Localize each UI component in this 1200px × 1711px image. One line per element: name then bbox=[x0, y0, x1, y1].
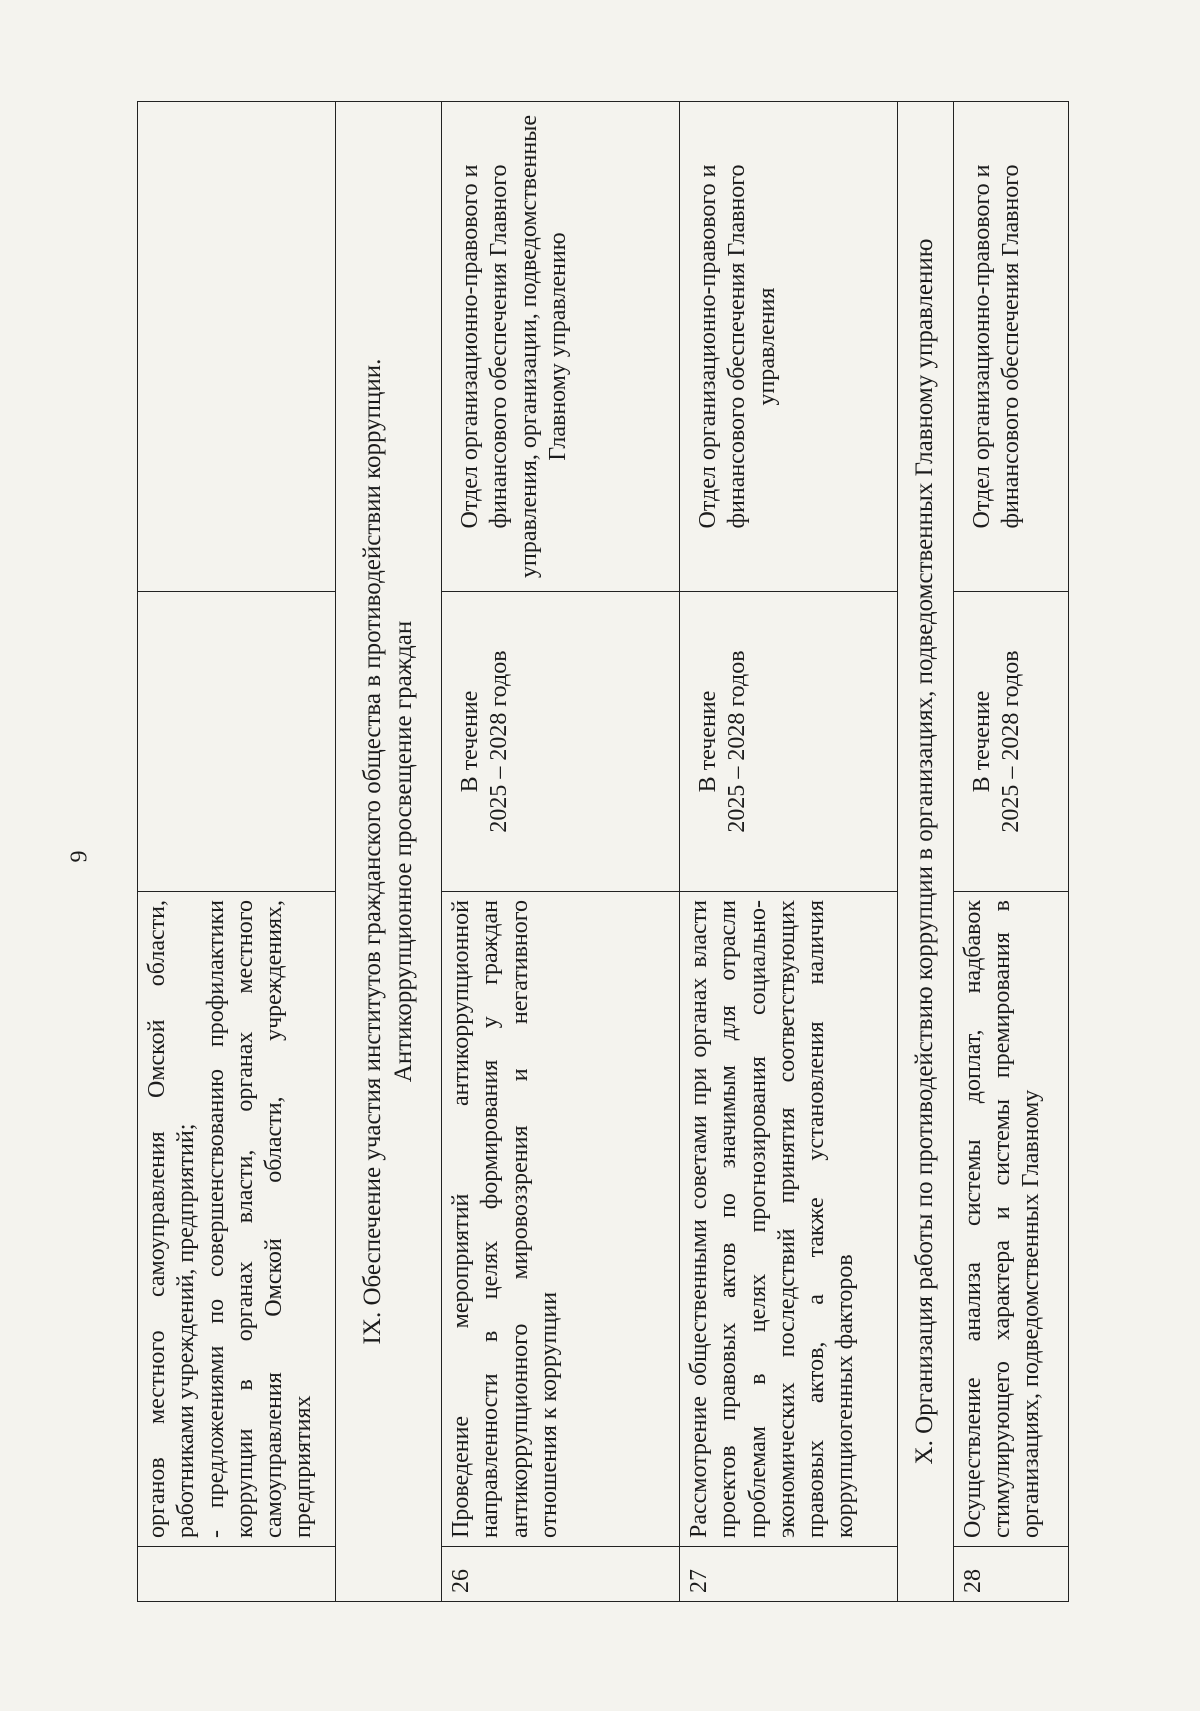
row-responsible-cell: Отдел организационно-правового и финансового обеспечения Главного управления bbox=[680, 102, 898, 592]
term-line: 2025 – 2028 годов bbox=[486, 650, 513, 833]
term-line: 2025 – 2028 годов bbox=[997, 650, 1024, 833]
action-plan-table bbox=[137, 101, 1069, 1602]
text-line: работниками учреждений, предприятий; bbox=[173, 1123, 200, 1538]
table-row bbox=[680, 102, 898, 1602]
section-subtitle: Антикоррупционное просвещение граждан bbox=[389, 620, 417, 1083]
row-term-cell bbox=[442, 592, 680, 892]
page-number: 9 bbox=[66, 850, 93, 863]
rotated-document-table bbox=[137, 102, 1097, 1602]
row-number-cell: 26 bbox=[442, 1547, 680, 1602]
row-responsible-cell: Отдел организационно-правового и финансового обеспечения Главного bbox=[953, 102, 1068, 592]
text-line: предприятиях bbox=[290, 1395, 317, 1538]
section-title: IX. Обеспечение участия институтов гражданского общества в противодействии коррупции. bbox=[359, 358, 386, 1345]
row-text-cell bbox=[138, 892, 336, 1547]
row-term-cell bbox=[680, 592, 898, 892]
row-number-cell: 28 bbox=[953, 1547, 1068, 1602]
table-row bbox=[442, 102, 680, 1602]
row-text-cell: Проведение мероприятий антикоррупционной направленности в целях формирования у граждан антикоррупционного мировоззрения и негативного отношения к коррупции bbox=[442, 892, 680, 1547]
row-term-cell bbox=[953, 592, 1068, 892]
row-number-cell: 27 bbox=[680, 1547, 898, 1602]
row-responsible-cell: Отдел организационно-правового и финансового обеспечения Главного управления, организации, подведомственные Главному управлению bbox=[442, 102, 680, 592]
section-heading-row bbox=[336, 102, 442, 1602]
row-responsible-cell bbox=[138, 102, 336, 592]
text-line: коррупции в органах власти, органах местного bbox=[231, 900, 258, 1538]
text-line: органов местного самоуправления Омской области, bbox=[144, 900, 170, 1538]
row-number-cell bbox=[138, 1547, 336, 1602]
text-line: самоуправления Омской области, учреждениях, bbox=[261, 900, 288, 1538]
row-text-cell: Осуществление анализа системы доплат, надбавок стимулирующего характера и системы премирования в организациях, подведомственных Главному bbox=[953, 892, 1068, 1547]
term-line: 2025 – 2028 годов bbox=[724, 650, 751, 833]
section-heading-row bbox=[898, 102, 954, 1602]
section-heading-cell bbox=[898, 102, 954, 1602]
row-text-cell: Рассмотрение общественными советами при органах власти проектов правовых актов по значимым для отрасли проблемам в целях прогнозирования социально-экономических последствий принятия соответствующих правовых актов, а также установления наличия коррупциогенных факторов bbox=[680, 892, 898, 1547]
text-line: - предложениями по совершенствованию профилактики bbox=[202, 900, 229, 1538]
row-term-cell bbox=[138, 592, 336, 892]
section-title: X. Организация работы по противодействию коррупции в организациях, подведомственных Главному управлению bbox=[911, 238, 938, 1465]
table-row bbox=[953, 102, 1068, 1602]
section-heading-cell bbox=[336, 102, 442, 1602]
term-line: В течение bbox=[968, 690, 995, 793]
table-row-continued bbox=[138, 102, 336, 1602]
term-line: В течение bbox=[457, 690, 483, 793]
term-line: В течение bbox=[695, 690, 721, 793]
